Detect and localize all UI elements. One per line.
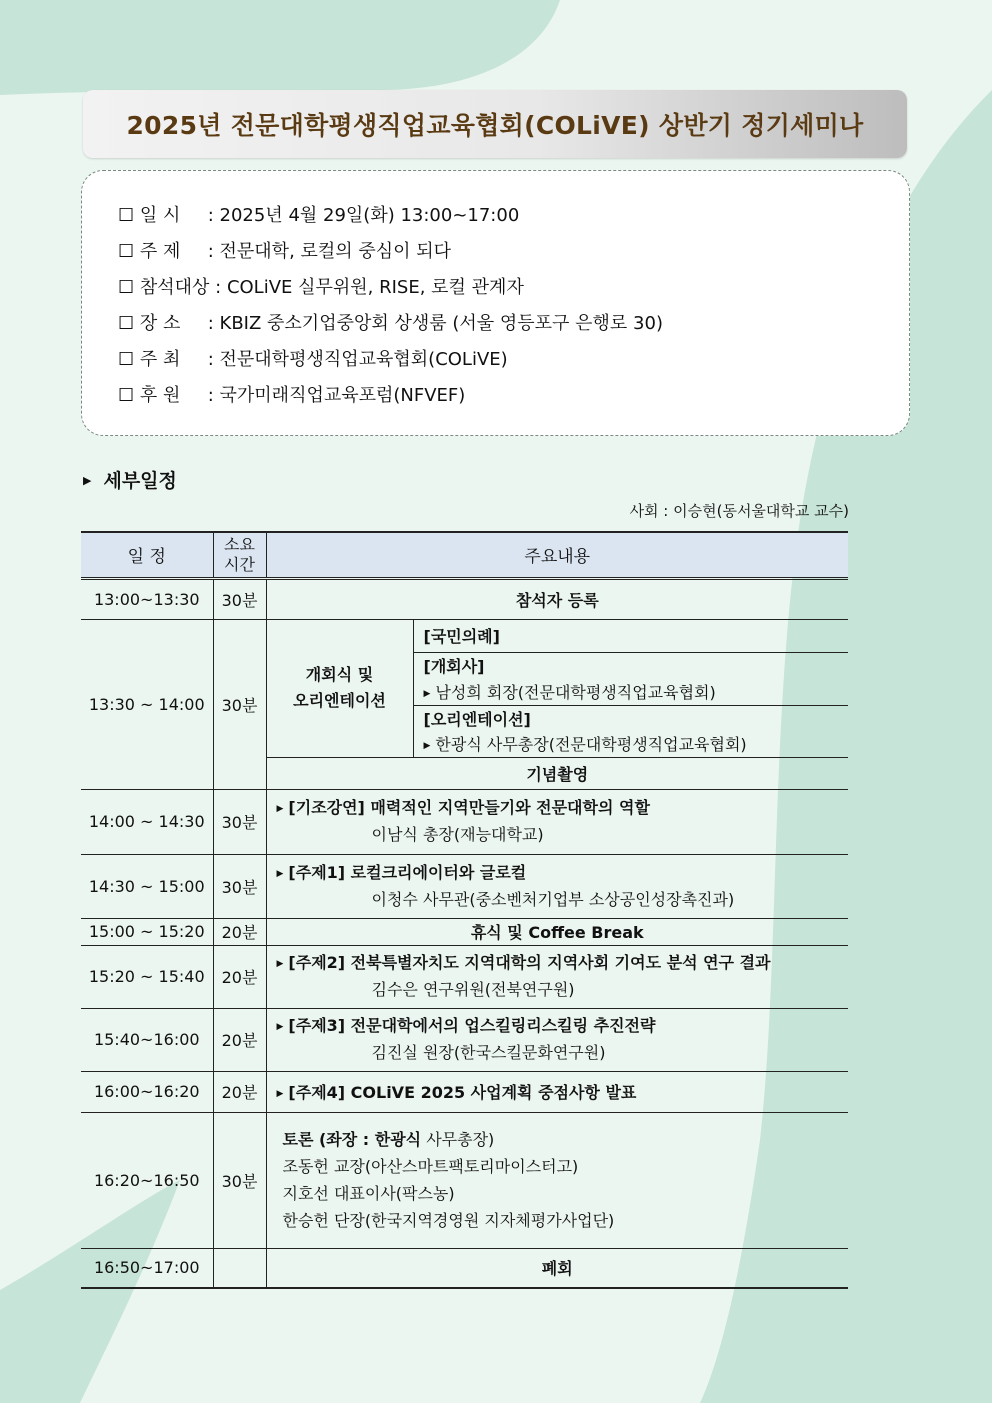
speaker: 이청수 사무관(중소벤처기업부 소상공인성장촉진과) bbox=[371, 889, 735, 909]
table-row bbox=[81, 1008, 848, 1071]
row-content: ▶ [주제4] COLiVE 2025 사업계획 중점사항 발표 bbox=[266, 1071, 848, 1112]
triangle-bullet-icon: ▶ bbox=[83, 474, 92, 487]
row-time: 15:20 ~ 15:40 bbox=[81, 945, 213, 1008]
speaker: 이남식 총장(재능대학교) bbox=[371, 825, 544, 844]
row-content: 휴식 및 Coffee Break bbox=[266, 918, 848, 945]
panelist: 한승헌 단장(한국지역경영원 지자체평가사업단) bbox=[282, 1211, 615, 1230]
info-value: : COLiVE 실무위원, RISE, 로컬 관계자 bbox=[215, 277, 524, 298]
info-label: ☐ 주 최 bbox=[118, 349, 181, 370]
section-heading: ▶ 세부일정 bbox=[83, 470, 177, 492]
info-value: : 2025년 4월 29일(화) 13:00~17:00 bbox=[207, 205, 520, 226]
row-time: 14:30 ~ 15:00 bbox=[81, 854, 213, 918]
row-duration: 30분 bbox=[213, 619, 266, 789]
table-row bbox=[81, 619, 848, 652]
triangle-bullet-icon: ▶ bbox=[276, 868, 284, 879]
speaker: 김진실 원장(한국스킬문화연구원) bbox=[371, 1043, 606, 1062]
row-content: 토론 (좌장 : 한광식 사무총장) 조동헌 교장(아산스마트팩토리마이스터고) 지호선 대표이사(팍스농) 한승헌 단장(한국지역경영원 지자체평가사업단) bbox=[266, 1112, 848, 1248]
row-time: 13:30 ~ 14:00 bbox=[81, 619, 213, 789]
info-value: : 국가미래직업교육포럼(NFVEF) bbox=[207, 385, 466, 406]
info-row-host bbox=[118, 345, 508, 371]
info-row-topic bbox=[118, 237, 451, 263]
row-time: 14:00 ~ 14:30 bbox=[81, 789, 213, 854]
row-duration bbox=[213, 1248, 266, 1288]
info-value: : 전문대학, 로컬의 중심이 되다 bbox=[207, 241, 452, 262]
triangle-bullet-icon: ▶ bbox=[276, 959, 284, 969]
row-duration: 30분 bbox=[213, 854, 266, 918]
schedule-table bbox=[81, 531, 848, 1289]
table-row bbox=[81, 918, 848, 945]
row-content: ▶ [주제3] 전문대학에서의 업스킬링리스킬링 추진전략 김진실 원장(한국스킬문화연구원) bbox=[266, 1008, 848, 1071]
info-label: ☐ 참석대상 bbox=[118, 277, 210, 298]
title-banner bbox=[83, 90, 907, 158]
row-duration: 30분 bbox=[213, 789, 266, 854]
triangle-bullet-icon: ▶ bbox=[276, 804, 284, 814]
info-box bbox=[81, 170, 910, 436]
table-row bbox=[81, 1112, 848, 1248]
sub-item: [개회사] bbox=[413, 652, 848, 679]
sub-detail: ▶ 한광식 사무총장(전문대학평생직업교육협회) bbox=[413, 731, 848, 757]
table-row bbox=[81, 1071, 848, 1112]
row-time: 15:40~16:00 bbox=[81, 1008, 213, 1071]
row-content: 기념촬영 bbox=[266, 757, 848, 789]
header-duration: 소요 시간 bbox=[213, 532, 266, 578]
table-row bbox=[81, 578, 848, 619]
row-duration: 20분 bbox=[213, 918, 266, 945]
table-row bbox=[81, 854, 848, 918]
info-row-datetime bbox=[118, 201, 519, 227]
sub-item: [국민의례] bbox=[413, 619, 848, 652]
row-content: ▶ [주제1] 로컬크리에이터와 글로컬 이청수 사무관(중소벤처기업부 소상공인성장촉진과) bbox=[266, 854, 848, 918]
header-time: 일 정 bbox=[81, 532, 213, 578]
info-value: : 전문대학평생직업교육협회(COLiVE) bbox=[207, 349, 508, 370]
row-content: ▶ [기조강연] 매력적인 지역만들기와 전문대학의 역할 이남식 총장(재능대학교) bbox=[266, 789, 848, 854]
info-label: ☐ 장 소 bbox=[118, 313, 181, 334]
info-row-venue bbox=[118, 309, 663, 335]
table-header-row bbox=[81, 532, 848, 578]
opening-group: 개회식 및 오리엔테이션 bbox=[266, 619, 413, 757]
table-row bbox=[81, 789, 848, 854]
info-label: ☐ 일 시 bbox=[118, 205, 181, 226]
panelist: 조동헌 교장(아산스마트팩토리마이스터고) bbox=[282, 1157, 579, 1176]
sub-detail: ▶ 남성희 회장(전문대학평생직업교육협회) bbox=[413, 679, 848, 705]
info-label: ☐ 주 제 bbox=[118, 241, 181, 262]
row-content: 폐회 bbox=[266, 1248, 848, 1288]
sub-item: [오리엔테이션] bbox=[413, 705, 848, 731]
emcee-note: 사회 : 이승현(동서울대학교 교수) bbox=[629, 502, 849, 520]
triangle-bullet-icon: ▶ bbox=[423, 741, 431, 752]
row-duration: 20분 bbox=[213, 1008, 266, 1071]
row-duration: 30분 bbox=[213, 1112, 266, 1248]
row-time: 16:50~17:00 bbox=[81, 1248, 213, 1288]
table-row bbox=[81, 945, 848, 1008]
triangle-bullet-icon: ▶ bbox=[423, 689, 431, 700]
row-content: 참석자 등록 bbox=[266, 578, 848, 619]
row-time: 16:00~16:20 bbox=[81, 1071, 213, 1112]
info-row-attendees bbox=[118, 273, 524, 299]
table-row bbox=[81, 1248, 848, 1288]
info-row-sponsor bbox=[118, 381, 465, 407]
row-time: 15:00 ~ 15:20 bbox=[81, 918, 213, 945]
row-duration: 30분 bbox=[213, 578, 266, 619]
row-duration: 20분 bbox=[213, 1071, 266, 1112]
header-content: 주요내용 bbox=[266, 532, 848, 578]
triangle-bullet-icon: ▶ bbox=[276, 1089, 284, 1099]
info-value: : KBIZ 중소기업중앙회 상생룸 (서울 영등포구 은행로 30) bbox=[207, 313, 663, 334]
row-time: 16:20~16:50 bbox=[81, 1112, 213, 1248]
panelist: 지호선 대표이사(팍스농) bbox=[282, 1184, 455, 1203]
row-content: ▶ [주제2] 전북특별자치도 지역대학의 지역사회 기여도 분석 연구 결과 김수은 연구위원(전북연구원) bbox=[266, 945, 848, 1008]
row-time: 13:00~13:30 bbox=[81, 578, 213, 619]
info-label: ☐ 후 원 bbox=[118, 385, 181, 406]
triangle-bullet-icon: ▶ bbox=[276, 1022, 284, 1032]
row-duration: 20분 bbox=[213, 945, 266, 1008]
speaker: 김수은 연구위원(전북연구원) bbox=[371, 980, 575, 999]
page-title: 2025년 전문대학평생직업교육협회(COLiVE) 상반기 정기세미나 bbox=[126, 111, 864, 140]
